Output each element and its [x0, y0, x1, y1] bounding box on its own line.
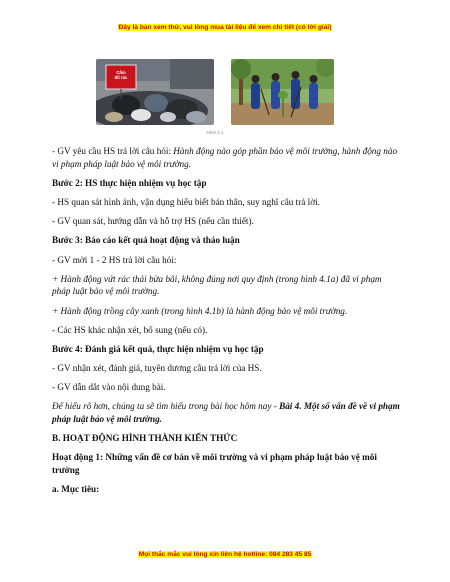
section-b-heading: B. HOẠT ĐỘNG HÌNH THÀNH KIẾN THỨC [52, 433, 238, 444]
question-paragraph [52, 145, 400, 170]
question-text: Hành động nào góp phần bảo vệ môi trường, hành động nào vi phạm pháp luật bảo vệ môi trường. [52, 146, 398, 169]
photo-litter-pile-image [96, 59, 214, 125]
activity-1-heading: Hoạt động 1: Những vấn đề cơ bản về môi trường và vi phạm pháp luật bảo vệ môi trường [52, 452, 377, 475]
step2-item-1: - HS quan sát hình ảnh, vận dụng hiểu biết bản thân, suy nghĩ câu trả lời. [52, 196, 320, 207]
lesson-title: Bài 4. Một số vấn đề về vi phạm pháp luật bảo vệ môi trường. [52, 401, 400, 425]
objective-heading: a. Mục tiêu: [52, 484, 100, 495]
preview-banner [0, 24, 450, 31]
hotline-banner-text: Mọi thắc mắc vui lòng xin liên hệ hotline: 084 283 45 85 [138, 551, 312, 558]
step3-item-3: + Hành động trồng cây xanh (trong hình 4.1b) là hành động bảo vệ môi trường. [52, 305, 348, 316]
intro-text: Để hiểu rõ hơn, chúng ta sẽ tìm hiểu trong bài học hôm nay - [52, 401, 280, 412]
step2-item-2: - GV quan sát, hướng dẫn và hỗ trợ HS (nếu cần thiết). [52, 216, 254, 227]
figure-caption: Hình 4.1 [206, 130, 224, 135]
intro-paragraph [52, 400, 400, 425]
preview-banner-text: Đây là bản xem thử, vui lòng mua tài liệu để xem chi tiết (có lời giải) [118, 24, 332, 31]
photo-tree-planting-image [231, 59, 334, 125]
step2-heading: Bước 2: HS thực hiện nhiệm vụ học tập [52, 177, 207, 188]
step3-item-1: - GV mời 1 - 2 HS trả lời câu hỏi: [52, 254, 177, 265]
step4-item-1: - GV nhận xét, đánh giá, tuyên dương câu trả lời của HS. [52, 363, 262, 374]
step3-item-2: + Hành động vứt rác thải bừa bãi, không đúng nơi quy định (trong hình 4.1a) đã vi phạm pháp luật bảo vệ môi trường. [52, 273, 382, 297]
figure-4-1 [96, 59, 334, 137]
no-dumping-sign-line1: Cấm [116, 70, 126, 75]
hotline-banner [0, 551, 450, 558]
question-lead: - GV yêu cầu HS trả lời câu hỏi: [52, 146, 174, 156]
step4-item-2: - GV dẫn dắt vào nội dung bài. [52, 382, 166, 393]
step3-heading: Bước 3: Báo cáo kết quả hoạt động và thảo luận [52, 235, 240, 246]
photo-litter-pile [96, 59, 214, 125]
step3-item-4: - Các HS khác nhận xét, bổ sung (nếu có). [52, 324, 208, 335]
step4-heading: Bước 4: Đánh giá kết quả, thực hiện nhiệm vụ học tập [52, 343, 264, 354]
lesson-content [52, 145, 400, 502]
no-dumping-sign-line2: đổ rác [114, 75, 128, 81]
no-dumping-sign [106, 70, 136, 81]
photo-tree-planting [231, 59, 334, 125]
